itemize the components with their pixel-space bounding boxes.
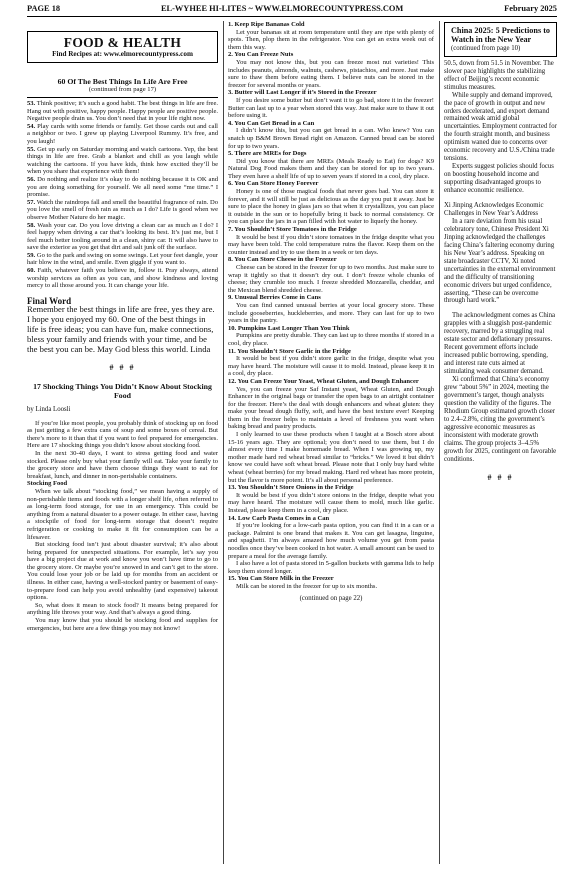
end-mark: # # #: [487, 472, 514, 482]
subheading: Stocking Food: [27, 480, 68, 488]
paragraph: I only learned to use these products when I taught at a Bosch store about 15-16 years ago. They are optional; you don’t need to use them, but I do almost every time I make homemade bread. When I was growing up, my mother made hard red wheat bread similar to “bricks.” We loved it but didn’t know we could have soft wheat bread. Please note that I only buy hard white wheat (wheat berries) for my bread making. Hard red wheat has more protein, but the flavor is more potent. It’s all about personal preference.: [228, 431, 434, 484]
paragraph: You may not know this, but you can freeze most nut varieties! This includes peanuts, almonds, walnuts, cashews, pistachios, and more. Just make sure to thaw them before eating them. I believe nuts can be stored in the freezer for several months or years.: [228, 58, 434, 89]
page-header: [27, 4, 557, 17]
item-number: 53.: [27, 100, 36, 107]
paragraph: Xi confirmed that China’s economy grew “about 5%” in 2024, meeting the government’s target, though analysts question the validity of the figures. The Rhodium Group estimated growth closer to 2.4–2.8%, citing the government’s aggressive economic measures as inconsistent with moderate growth claims. The group projects 3–4.5% growth for 2025, contingent on favorable conditions.: [444, 376, 557, 463]
continued-note: (continued from page 10): [451, 44, 521, 52]
paragraph: Did you know that there are MREs (Meals Ready to Eat) for dogs? K9 Natural Dog Food makes them and they can be stored for up to two years. They even have a shelf life of up to seven years if stored in a cool, dry place.: [228, 157, 434, 180]
article-body: [27, 100, 218, 290]
section-subtitle: Find Recipes at: www.elmorecountypress.com: [52, 50, 193, 58]
paragraph: When we talk about “stocking food,” we mean having a supply of non-perishable items and foods with a longer shelf life, often referred to as long-term food storage, for use in an emergency. This could be anything from a natural disaster to a power outage. In either case, having a stockpile of food for long-term storage that doesn’t require refrigeration or cooking to make it fit for consumption can be a lifesaver.: [27, 487, 218, 541]
article-title: 60 Of The Best Things In Life Are Free: [57, 77, 188, 86]
article-title: 17 Shocking Things You Didn’t Know About Stocking Food: [33, 382, 212, 401]
tips-list: [228, 21, 434, 591]
item-number: 54.: [27, 122, 36, 130]
tip-heading: [228, 378, 434, 386]
tip-title: 6. You Can Store Honey Forever: [228, 180, 319, 188]
list-item: 59. Go to the park and swing on some swings. Let your feet dangle, your hair blow in the wind, and smile. Even giggle if you want to.: [27, 251, 218, 267]
paragraph: The acknowledgment comes as China grapples with a sluggish post-pandemic recovery, marred by a struggling real estate sector and deflationary pressures. Recent government efforts include increased public borrowing, spending, and interest rate cuts aimed at stimulating weak consumer demand.: [444, 312, 556, 376]
tip-heading: [228, 120, 434, 128]
paragraph: Cheese can be stored in the freezer for up to two months. Just make sure to wrap it tightly so that it doesn’t dry out. I don’t freeze whole chunks of cheese; they crumble too much. I freeze shredded Mozzarella, cheddar, and the Mexican blend shredded cheese.: [228, 264, 434, 294]
item-number: 56.: [27, 175, 36, 183]
section-title: FOOD & HEALTH: [63, 35, 182, 50]
tip-title: 12. You Can Freeze Your Yeast, Wheat Gluten, and Dough Enhancer: [228, 377, 419, 385]
paragraph: Pumpkins are pretty durable. They can last up to three months if stored in a cool, dry place.: [228, 332, 434, 347]
paragraph: If you desire some butter but don’t want it to go bad, store it in the freezer! Butter can last up to a year when stored this way. Just make sure to thaw it out before using it.: [228, 96, 434, 120]
paragraph: Experts suggest policies should focus on boosting household income and supporting disadvantaged groups to enhance economic resilience.: [444, 163, 554, 195]
column-middle: [228, 21, 434, 602]
list-item: 56. Do nothing and realize it’s okay to do nothing because it is OK and you are doing something for yourself. We all need some “me time.” I promise.: [27, 175, 218, 199]
column-rule: [223, 21, 224, 864]
continued-note: (continued from page 17): [88, 86, 157, 93]
tip-title: 7. You Shouldn’t Store Tomatoes in the Fridge: [228, 226, 357, 234]
article-title-box: [444, 22, 557, 57]
newspaper-page: [27, 4, 557, 864]
tip-heading: [228, 150, 434, 158]
paragraph: It would be best if you didn’t store garlic in the fridge, despite what you may have heard. The moisture will cause it to mold. Instead, please keep it in a cool, dry place.: [228, 355, 434, 378]
tip-heading: [228, 226, 434, 234]
tip-heading: [228, 294, 434, 302]
tip-heading: [228, 51, 434, 59]
issue-date: February 2025: [504, 4, 557, 13]
paragraph: If you’re like most people, you probably think of stocking up on food as just getting a few extra cans of soup and some boxes of cereal. But there’s more to it than that if you want to feel prepared for emergencies. Here are 17 shocking things you didn’t know about stocking food.: [27, 419, 218, 450]
article-body: [27, 420, 218, 481]
item-number: 60.: [27, 267, 36, 275]
section-banner: [27, 31, 218, 63]
paragraph: Xi Jinping Acknowledges Economic Challenges in New Year’s Address: [444, 202, 544, 217]
article-body: [444, 60, 557, 464]
tip-heading: [228, 180, 434, 188]
paragraph: You may know that you should be stocking food and supplies for emergencies, but here are a few things you may not know!: [27, 617, 218, 632]
paragraph: But stocking food isn’t just about disaster survival; it’s also about being prepared for unexpected situations. For example, let’s say you have a big project due at work and know you won’t have time to go to the grocery store. Or maybe you’re snowed in and can’t get to the store. You could lose your job or be laid up for months from an accident or illness. In either case, having a well-stocked pantry or basement of easy-to-prepare food can help you avoid unhealthy (and expensive) takeout options.: [27, 541, 218, 602]
tip-title: 8. You Can Store Cheese in the Freezer: [228, 256, 337, 264]
tip-title: 9. Unusual Berries Come in Cans: [228, 294, 321, 302]
tip-title: 4. You Can Get Bread in a Can: [228, 119, 315, 127]
paragraph: If you’re looking for a low-carb pasta option, you can find it in a can or a package. Palmini is one brand that makes it. You can get lasagna, linguine, and spaghetti. I’m always amazed how much volume you get from pasta noodles once they’ve been cooked in hot water. A small amount can be used to prepare a meal for the average family.: [228, 522, 434, 560]
column-rule: [439, 21, 440, 864]
final-word-text: Remember the best things in life are free, yes they are. I hope you enjoyed my 60. One of the best things in life is free ideas; you can have fun, make connections, bless your family and friends with your time, and be the best you can be. May God bless this world. Linda: [27, 304, 215, 354]
paragraph: Yes, you can freeze your Saf Instant yeast, Wheat Gluten, and Dough Enhancer in the original bags or transfer the open bags to an airtight container for the freezer. Here’s the deal with dough enhancers and wheat gluten: they make your bread dough fluffy, soft, and have the best texture ever! Keeping them in the freezer helps to maintain a level of freshness you want when baking bread and pastry products.: [228, 385, 434, 431]
tip-heading: [228, 575, 434, 583]
tip-title: 1. Keep Ripe Bananas Cold: [228, 21, 305, 28]
paragraph: Honey is one of those magical foods that never goes bad. You can store it forever, and it will still be just as delicious as the day you put it away. Just be sure to place the honey in glass jars so that when it crystallizes, you can place it outside in the sun or to hopefully bring it back to normal consistency. Or you can place the jars in a pan filled with hot water to liquefy the honey.: [228, 188, 434, 226]
item-number: 57.: [27, 198, 36, 206]
paragraph: It would be best if you didn’t store onions in the fridge, despite what you may have heard. The moisture will cause them to mold, much like garlic. Instead, please keep them in a cool, dry place.: [228, 491, 434, 514]
list-item: 58. Wash your car. Do you love driving a clean car as much as I do? I feel happy when driving a car that’s looking its best. It’s just me, but I feel much better tooling around in a clean, shiny car. It will also have to save the exterior as you get that dirt and salt junk off the surface.: [27, 221, 218, 252]
list-item: 60. Faith, whatever faith you believe in, follow it. Pray always, attend worship services as often as you can, and show kindness and loving mercy to all those around you. It can change your life.: [27, 267, 218, 290]
tip-heading: [228, 21, 434, 29]
tip-title: 11. You Shouldn’t Store Garlic in the Fridge: [228, 347, 351, 355]
paragraph: In the next 30-40 days, I want to stress getting food and water stocked. Please only buy what your family will eat. Take your family to the grocery store and have them choose things they want to eat for breakfast, lunch, and dinner in non-perishable containers.: [27, 449, 218, 480]
tip-title: 10. Pumpkins Last Longer Than You Think: [228, 324, 350, 332]
tip-title: 15. You Can Store Milk in the Freezer: [228, 575, 334, 583]
paragraph: Milk can be stored in the freezer for up to six months.: [236, 582, 378, 590]
list-item: 53. Think positive; it’s such a good habit. The best things in life are free. Hang out with positive, happy people. Happy people are positive people. Negative people drain us. You don’t need that in your life right now.: [27, 100, 218, 123]
end-mark: # # #: [109, 363, 136, 373]
item-number: 59.: [27, 251, 36, 259]
paragraph: Let your bananas sit at room temperature until they are ripe with plenty of spots. Then, plop them in the refrigerator. You can get an extra week out of them this way.: [228, 28, 434, 51]
paragraph: So, what does it mean to stock food? It means being prepared for anything life throws your way. And that’s always a good thing.: [27, 601, 218, 617]
article-title: China 2025: 5 Predictions to Watch in the New Year: [451, 26, 551, 45]
final-word-heading: Final Word: [27, 295, 72, 306]
column-left: [27, 21, 218, 632]
list-item: 54. Play cards with some friends or family. Get those cards out and call a neighbor or two. I grew up playing Liverpool Rummy. It’s free, and you laugh!: [27, 122, 218, 145]
tip-title: 3. Butter will Last Longer if it’s Stored in the Freezer: [228, 89, 377, 97]
item-number: 58.: [27, 221, 36, 229]
paragraph: In a rare deviation from his usual celebratory tone, Chinese President Xi Jinping acknowledged the challenges facing China’s faltering economy during his New Year’s address. Speaking on state broadcaster CCTV, Xi noted uncertainties in the external environment and the difficulty of transitioning economic drivers but urged confidence, asserting, “These can be overcome through hard work.”: [444, 217, 556, 305]
tip-title: 5. There are MREs for Dogs: [228, 150, 307, 158]
list-item: 57. Watch the raindrops fall and smell the beautiful fragrance of rain. Do you love the smell of fresh rain as much as I do? Life is good when we observe Mother Nature do her magic.: [27, 198, 218, 221]
byline: by Linda Loosli: [27, 406, 71, 414]
paragraph: You can find canned unusual berries at your local grocery store. These include gooseberries, huckleberries, and more. They can last for up to two years in the pantry.: [228, 301, 434, 325]
article-body: [27, 488, 218, 632]
tip-title: 2. You Can Freeze Nuts: [228, 51, 294, 59]
paragraph: It would be best if you didn’t store tomatoes in the fridge despite what you may have been told. The cold temperature ruins the flavor. Keep them on the counter instead and try to use them in a week or ten days.: [228, 233, 434, 256]
tip-heading: [228, 89, 434, 97]
item-number: 55.: [27, 145, 36, 153]
paragraph: I didn’t know this, but you can get bread in a can. Who knew? You can snatch up B&M Brown Bread right on Amazon. Canned bread can be stored for up to two years.: [228, 127, 434, 150]
paragraph: 50.5, down from 51.5 in November. The slower pace highlights the stabilizing effect of Beijing’s recent economic stimulus measures.: [444, 59, 554, 91]
paragraph: While supply and demand improved, the pace of growth in output and new orders decelerated, and export demand remained weak amid global uncertainties. Employment contracted for the fourth straight month, and business optimism waned due to concerns over economic recovery and U.S./China trade tensions.: [444, 91, 557, 163]
tip-heading: [228, 256, 434, 264]
page-number: PAGE 18: [27, 4, 61, 13]
tip-heading: [228, 325, 434, 333]
publication-site: EL-WYHEE HI-LITES ~ WWW.ELMORECOUNTYPRESS.COM: [160, 4, 404, 13]
tip-title: 13. You Shouldn’t Store Onions in the Fridge: [228, 484, 354, 492]
column-right: [444, 21, 557, 491]
continued-note: (continued on page 22): [299, 594, 363, 602]
list-item: 55. Get up early on Saturday morning and watch cartoons. Yep, the best things in life are free. Grab a blanket and chill as you laugh while watching the cartoons. If you have kids, think how excited they’ll be when you share that experience with them!: [27, 145, 218, 176]
tip-title: 14. Low Carb Pasta Comes in a Can: [228, 514, 330, 522]
divider: [27, 97, 218, 98]
paragraph: I also have a lot of pasta stored in 5-gallon buckets with gamma lids to help keep them stored longer.: [228, 560, 434, 575]
tip-heading: [228, 484, 434, 492]
tip-heading: [228, 348, 434, 356]
tip-heading: [228, 515, 434, 523]
